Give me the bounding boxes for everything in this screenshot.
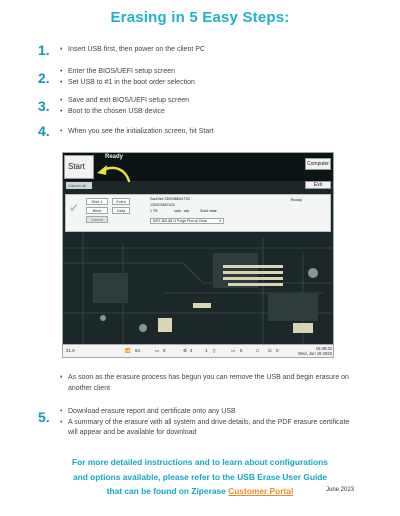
network-count: 84 bbox=[135, 348, 141, 353]
exit-button[interactable]: Exit bbox=[305, 181, 331, 189]
pointer-arrow-icon bbox=[93, 161, 133, 183]
footer-line: and options available, please refer to the USB Erase User Guide bbox=[72, 471, 328, 482]
step-bullet: • Enter the BIOS/UEFI setup screen bbox=[60, 67, 195, 78]
gear-icon: ⚙ bbox=[183, 348, 188, 353]
cancel-all-button[interactable]: Cancel all bbox=[66, 182, 92, 189]
step-bullet: • Download erasure report and certificate onto any USB bbox=[60, 407, 360, 418]
document-date: June 2023 bbox=[326, 487, 355, 493]
data-button[interactable]: Data bbox=[112, 207, 130, 214]
disk-button[interactable]: Disk 1 bbox=[86, 198, 108, 205]
step-bullets bbox=[60, 96, 189, 117]
drive-serial: 1309C5887403 bbox=[150, 203, 175, 207]
drive-status: Ready bbox=[290, 197, 302, 202]
footer-text: that can be found on Ziperase bbox=[106, 486, 229, 496]
power-count: 0 bbox=[276, 348, 279, 353]
customer-portal-link[interactable]: Customer Portal bbox=[228, 486, 294, 496]
step-bullet: • When you see the initialization screen, hit Start bbox=[60, 127, 214, 138]
checkmark-icon: ✔ bbox=[69, 201, 80, 215]
drive-row[interactable] bbox=[65, 194, 331, 232]
drive-capacity: 1 TB bbox=[150, 209, 158, 213]
step-bullets bbox=[60, 407, 360, 439]
erasure-method-select[interactable] bbox=[150, 218, 224, 224]
settings-count: 4 bbox=[190, 348, 193, 353]
step-bullet: • A summary of the erasure with all system and drive details, and the PDF erasure certificate will appear and be available for download bbox=[60, 418, 360, 439]
circuit-board-background bbox=[63, 153, 334, 358]
status-bar bbox=[63, 344, 334, 357]
step-number: 3. bbox=[38, 98, 50, 114]
footer-line: For more detailed instructions and to learn about configurations bbox=[72, 457, 328, 467]
clock-date: Wed, Jun 19 2023 bbox=[298, 351, 332, 356]
start-button[interactable]: Start bbox=[64, 155, 94, 179]
drive-model: SanDisk SD9SB8W1T00 bbox=[150, 197, 190, 201]
page-title: Erasing in 5 Easy Steps: bbox=[110, 9, 290, 26]
display-count: 8 bbox=[163, 348, 166, 353]
erasure-method-value: NIST 800-88 r1 Purge Plus w/ Clear bbox=[153, 219, 208, 223]
step-bullet: • Insert USB first, then power on the client PC bbox=[60, 45, 205, 56]
step-number: 1. bbox=[38, 42, 50, 58]
clock bbox=[298, 346, 332, 356]
power-icon[interactable]: ⏻ bbox=[268, 348, 272, 353]
wifi-icon: 📶 bbox=[125, 348, 131, 353]
disk-icon: ▯ bbox=[213, 348, 216, 353]
cancel-button[interactable]: Cancel bbox=[86, 216, 108, 223]
step-number: 5. bbox=[38, 409, 50, 425]
battery-icon: ▭ bbox=[231, 348, 236, 353]
chevron-down-icon: ▾ bbox=[219, 219, 221, 223]
extra-button[interactable]: Extra bbox=[112, 198, 130, 205]
step-number: 4. bbox=[38, 123, 50, 139]
step-bullets bbox=[60, 45, 205, 56]
step-bullets bbox=[60, 127, 214, 138]
step-bullet: • Set USB to #1 in the boot order selection bbox=[60, 78, 195, 89]
step-bullets bbox=[60, 373, 360, 394]
step-bullet: • Boot to the chosen USB device bbox=[60, 107, 189, 118]
computer-button[interactable]: Computer bbox=[305, 158, 331, 170]
battery-count: 5 bbox=[240, 348, 243, 353]
clock-time: 16:48:32 bbox=[315, 346, 332, 351]
monitor-icon: ▭ bbox=[155, 348, 160, 353]
step-bullet: • As soon as the erasure process has begun you can remove the USB and begin erasure on another client bbox=[60, 373, 360, 394]
drive-interface: sata - ata bbox=[174, 209, 189, 213]
usb-icon: ⎍ bbox=[256, 348, 260, 353]
drive-count: 1 bbox=[205, 348, 208, 353]
step-bullets bbox=[60, 67, 195, 88]
step-bullet: • Save and exit BIOS/UEFI setup screen bbox=[60, 96, 189, 107]
step-number: 2. bbox=[38, 70, 50, 86]
ready-label: Ready bbox=[105, 154, 124, 160]
blink-button[interactable]: Blink bbox=[86, 207, 108, 214]
version-label: 21.6 bbox=[66, 348, 75, 353]
drive-type: Solid state bbox=[200, 209, 217, 213]
initialization-screenshot bbox=[62, 152, 334, 358]
